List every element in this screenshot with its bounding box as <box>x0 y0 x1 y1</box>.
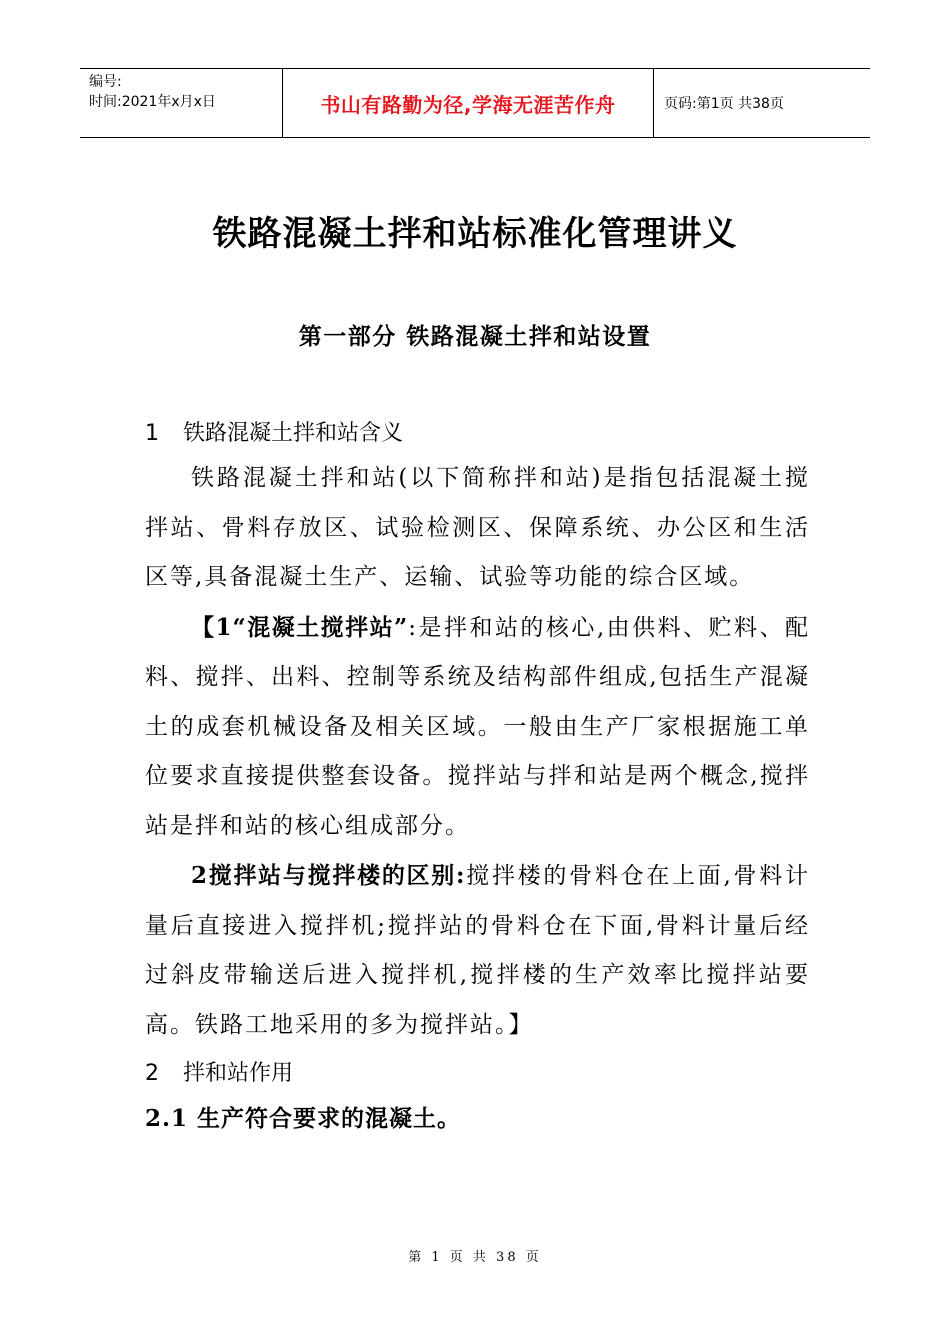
paragraph-text: 搅拌楼的骨料仓在上面,骨料计量后直接进入搅拌机;搅拌站的骨料仓在下面,骨料计量后经过斜皮带输送后进入搅拌机,搅拌楼的生产效率比搅拌站要高。铁路工地采用的多为搅拌站。】 <box>145 863 810 1038</box>
part-title: 第一部分 铁路混凝土拌和站设置 <box>298 323 652 350</box>
header-motto <box>282 69 654 137</box>
subsection-heading: 2.1 生产符合要求的混凝土。 <box>145 1105 462 1132</box>
section-title: 铁路混凝土拌和站含义 <box>183 421 404 446</box>
paragraph-definition: 铁路混凝土拌和站(以下简称拌和站)是指包括混凝土搅拌站、骨料存放区、试验检测区、保障系统、办公区和生活区等,具备混凝土生产、运输、试验等功能的综合区域。 <box>145 465 810 590</box>
section-heading-2 <box>145 1054 810 1094</box>
term-difference: 2搅拌站与搅拌楼的区别: <box>191 862 466 889</box>
section-number: 1 <box>145 421 159 446</box>
paragraph-difference <box>145 851 810 1050</box>
date-label: 时间:2021年x月x日 <box>89 94 216 110</box>
paragraph-mixing-station <box>145 603 810 852</box>
section-title: 拌和站作用 <box>183 1061 294 1086</box>
document-body <box>145 414 810 1143</box>
code-label: 编号: <box>89 74 122 90</box>
paragraph-text: :是拌和站的核心,由供料、贮料、配料、搅拌、出料、控制等系统及结构部件组成,包括生产混凝土的成套机械设备及相关区域。一般由生产厂家根据施工单位要求直接提供整套设备。搅拌站与拌和站是两个概念,搅拌站是拌和站的核心组成部分。 <box>145 614 811 839</box>
page-info-text: 页码:第1页 共38页 <box>664 96 784 112</box>
page-title: 铁路混凝土拌和站标准化管理讲义 <box>212 214 738 254</box>
header-meta <box>80 69 282 137</box>
section-heading-1 <box>145 414 810 454</box>
section-number: 2 <box>145 1061 159 1086</box>
motto-text: 书山有路勤为径,学海无涯苦作舟 <box>320 92 616 117</box>
header-page-info <box>654 69 870 137</box>
term-mixing-station: 【1“混凝土搅拌站” <box>191 613 409 641</box>
page-footer: 第 1 页 共 38 页 <box>408 1250 542 1265</box>
document-header <box>80 68 870 138</box>
